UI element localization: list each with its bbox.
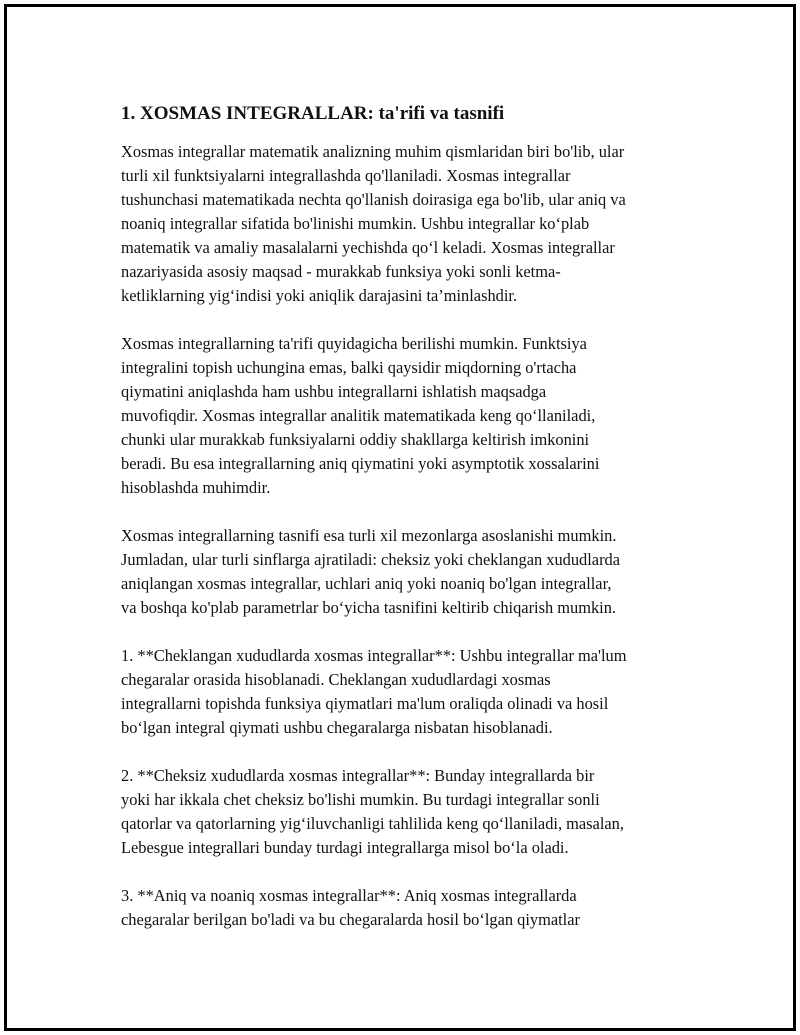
text-line: turli xil funktsiyalarni integrallashda qo'llaniladi. Xosmas integrallar — [121, 166, 571, 185]
paragraph-list — [121, 140, 701, 932]
section-title: 1. XOSMAS INTEGRALLAR: ta'rifi va tasnifi — [121, 103, 505, 124]
text-line: ketliklarning yig‘indisi yoki aniqlik darajasini ta’minlashdir. — [121, 286, 518, 305]
text-line: hisoblashda muhimdir. — [121, 478, 271, 497]
text-line: va boshqa ko'plab parametrlar bo‘yicha tasnifini keltirib chiqarish mumkin. — [121, 598, 616, 617]
paragraph — [121, 332, 701, 500]
text-line: muvofiqdir. Xosmas integrallar analitik matematikada keng qo‘llaniladi, — [121, 406, 596, 425]
text-line: tushunchasi matematikada nechta qo'llanish doirasiga ega bo'lib, ular aniq va — [121, 190, 626, 209]
text-line: Xosmas integrallarning ta'rifi quyidagicha berilishi mumkin. Funktsiya — [121, 334, 587, 353]
paragraph — [121, 764, 701, 860]
text-line: qatorlar va qatorlarning yig‘iluvchanligi tahlilida keng qo‘llaniladi, masalan, — [121, 814, 624, 833]
text-line: bo‘lgan integral qiymati ushbu chegaralarga nisbatan hisoblanadi. — [121, 718, 553, 737]
text-line: chegaralar berilgan bo'ladi va bu chegaralarda hosil bo‘lgan qiymatlar — [121, 910, 580, 929]
paragraph — [121, 524, 701, 620]
text-line: qiymatini aniqlashda ham ushbu integrallarni ishlatish maqsadga — [121, 382, 547, 401]
text-line: nazariyasida asosiy maqsad - murakkab funksiya yoki sonli ketma- — [121, 262, 561, 281]
text-line: Jumladan, ular turli sinflarga ajratiladi: cheksiz yoki cheklangan xududlarda — [121, 550, 620, 569]
text-line: Xosmas integrallar matematik analizning muhim qismlaridan biri bo'lib, ular — [121, 142, 625, 161]
paragraph — [121, 884, 701, 932]
text-line: integrallarni topishda funksiya qiymatlari ma'lum oraliqda olinadi va hosil — [121, 694, 609, 713]
paragraph — [121, 644, 701, 740]
text-line: matematik va amaliy masalalarni yechishda qo‘l keladi. Xosmas integrallar — [121, 238, 615, 257]
document-body — [121, 102, 701, 956]
text-line: 1. **Cheklangan xududlarda xosmas integrallar**: Ushbu integrallar ma'lum — [121, 646, 627, 665]
text-line: aniqlangan xosmas integrallar, uchlari aniq yoki noaniq bo'lgan integrallar, — [121, 574, 612, 593]
text-line: beradi. Bu esa integrallarning aniq qiymatini yoki asymptotik xossalarini — [121, 454, 600, 473]
paragraph — [121, 140, 701, 308]
text-line: 2. **Cheksiz xududlarda xosmas integrallar**: Bunday integrallarda bir — [121, 766, 595, 785]
text-line: yoki har ikkala chet cheksiz bo'lishi mumkin. Bu turdagi integrallar sonli — [121, 790, 600, 809]
text-line: integralini topish uchungina emas, balki qaysidir miqdorning o'rtacha — [121, 358, 577, 377]
text-line: noaniq integrallar sifatida bo'linishi mumkin. Ushbu integrallar ko‘plab — [121, 214, 590, 233]
text-line: Lebesgue integrallari bunday turdagi integrallarga misol bo‘la oladi. — [121, 838, 569, 857]
text-line: chunki ular murakkab funksiyalarni oddiy shakllarga keltirish imkonini — [121, 430, 590, 449]
text-line: 3. **Aniq va noaniq xosmas integrallar**: Aniq xosmas integrallarda — [121, 886, 577, 905]
document-page — [4, 4, 796, 1031]
text-line: Xosmas integrallarning tasnifi esa turli xil mezonlarga asoslanishi mumkin. — [121, 526, 617, 545]
text-line: chegaralar orasida hisoblanadi. Cheklangan xududlardagi xosmas — [121, 670, 551, 689]
